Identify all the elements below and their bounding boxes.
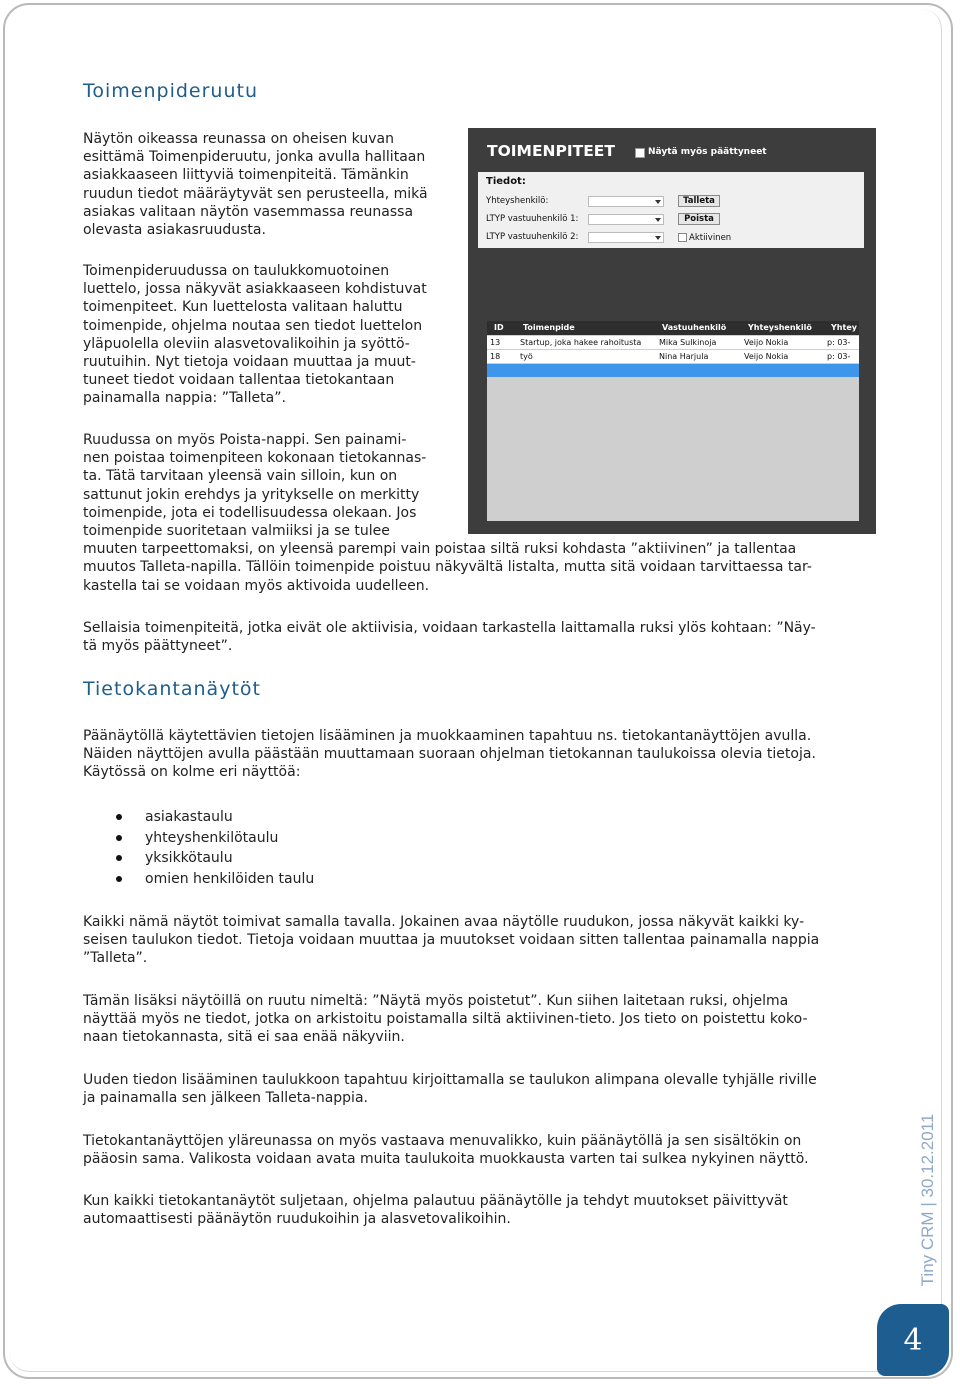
grid-header (487, 321, 859, 335)
inactive-paragraph: Sellaisia toimenpiteitä, jotka eivät ole aktiivisia, voidaan tarkastella laittamalla ruksi ylös kohtaan: ”Näy- tä myös päättyneet”. (83, 620, 816, 655)
contact-label: Yhteyshenkilö: (486, 196, 549, 206)
list-item: omien henkilöiden taulu (83, 869, 314, 890)
selected-empty-row[interactable] (487, 364, 859, 377)
screens-behavior-paragraph: Kaikki nämä näytöt toimivat samalla tavalla. Jokainen avaa näytölle ruudukon, jossa näkyvät kaikki ky- seisen taulukon tiedot. Tietoja voidaan muuttaa ja muutokset voidaan sitten tallentaa painamalla nappia ”Talleta”. (83, 914, 820, 967)
page-number: 4 (903, 1322, 923, 1358)
chevron-down-icon (655, 218, 661, 222)
active-checkbox[interactable] (678, 233, 687, 242)
details-label: Tiedot: (486, 176, 526, 187)
save-button[interactable]: Talleta (678, 195, 720, 207)
delete-button[interactable]: Poista (678, 213, 720, 225)
panel-title: TOIMENPITEET (487, 142, 615, 160)
closing-paragraph: Kun kaikki tietokantanäytöt suljetaan, ohjelma palautuu päänäytölle ja tehdyt muutokset päivittyvät automaattisesti päänäytön ruudukoihin ja alasvetovalikoihin. (83, 1193, 788, 1228)
actions-grid (487, 321, 859, 521)
toimenpiteet-screenshot (468, 128, 876, 534)
ltyp2-select[interactable] (588, 232, 664, 243)
show-deleted-paragraph: Tämän lisäksi näytöillä on ruutu nimeltä: ”Näytä myös poistetut”. Kun siihen laitetaan ruksi, ohjelma näyttää myös ne tiedot, jotka on arkistoitu poistamalla siltä aktiivinen-tieto. Jos tieto on poistettu koko- naan tietokannasta, sitä ei saa enää näkyviin. (83, 993, 808, 1046)
ltyp2-label: LTYP vastuuhenkilö 2: (486, 232, 579, 242)
delete-paragraph: Ruudussa on myös Poista-nappi. Sen painami- nen poistaa toimenpiteen kokonaan tietokannas- ta. Tätä tarvitaan yleensä vain silloin, kun on sattunut jokin erehdys ja yritykselle on merkitty toimenpide, jota ei todellisuudessa olekaan. Jos toimenpide suoritetaan valmiiksi ja se tulee muuten tarpeettomaksi, on yleensä parempi vain poistaa siltä ruksi kohdasta ”aktiivinen” ja tallentaa muutos Talleta-napilla. Tällöin toimenpide poistuu näkyvältä listalta, mutta sitä voidaan tarvittaessa tar- kastella tai se voidaan myös aktivoida uudelleen. (83, 432, 812, 594)
screen-list (83, 807, 314, 889)
ltyp1-select[interactable] (588, 214, 664, 225)
new-row-paragraph: Uuden tiedon lisääminen taulukkoon tapahtuu kirjoittamalla se taulukon alimpana olevalle tyhjälle riville ja painamalla sen jälkeen Talleta-nappia. (83, 1072, 817, 1107)
table-row[interactable]: 13 Startup, joka hakee rahoitusta Mika Sulkinoja Veijo Nokia p: 03- (487, 336, 859, 349)
heading-tietokantanaytot: Tietokantanäytöt (83, 678, 261, 700)
show-ended-label: Näytä myös päättyneet (648, 147, 767, 157)
footer-date: 30.12.2011 (918, 1113, 937, 1198)
table-row[interactable]: 18 työ Nina Harjula Veijo Nokia p: 03- (487, 350, 859, 363)
chevron-down-icon (655, 200, 661, 204)
active-label: Aktiivinen (689, 233, 732, 243)
details-form (478, 172, 864, 248)
menu-paragraph: Tietokantanäyttöjen yläreunassa on myös vastaava menuvalikko, kuin päänäytöllä ja sen sisältökin on pääosin sama. Valikosta voidaan avata muita taulukoita muokkausta varten tai sulkea nykyinen näyttö. (83, 1133, 809, 1168)
side-footer (918, 1114, 938, 1287)
intro-paragraph: Näytön oikeassa reunassa on oheisen kuvan esittämä Toimenpideruutu, jonka avulla hallitaan asiakkaaseen liittyviä toimenpiteitä. Tämänkin ruudun tiedot määräytyvät sen perusteella, mikä asiakas valitaan näytön vasemmassa reunassa olevasta asiakasruudusta. (83, 131, 428, 239)
page-number-badge (877, 1304, 949, 1376)
column-header[interactable]: Yhtey (831, 323, 857, 332)
brand-name: Tiny CRM (918, 1211, 937, 1287)
chevron-down-icon (655, 236, 661, 240)
list-item: yhteyshenkilötaulu (83, 828, 314, 849)
list-item: asiakastaulu (83, 807, 314, 828)
contact-select[interactable] (588, 196, 664, 207)
database-intro-paragraph: Päänäytöllä käytettävien tietojen lisääminen ja muokkaaminen tapahtuu ns. tietokantanäyttöjen avulla. Näiden näyttöjen avulla päästään muuttamaan suoraan ohjelman tietokannan taulukoissa olevia tietoja. Käytössä on kolme eri näyttöä: (83, 728, 816, 781)
list-item: yksikkötaulu (83, 848, 314, 869)
column-header[interactable]: Toimenpide (523, 323, 575, 332)
list-paragraph: Toimenpideruudussa on taulukkomuotoinen luettelo, jossa näkyvät asiakkaaseen kohdistuvat toimenpiteet. Kun luettelosta valitaan haluttu toimenpide, ohjelma noutaa sen tiedot luettelon yläpuolella oleviin alasvetovalikoihin ja syöttö- ruutuihin. Nyt tietoja voidaan muuttaa ja muut- tuneet tiedot voidaan tallentaa tietokantaan painamalla nappia: ”Talleta”. (83, 263, 427, 407)
separator: | (918, 1202, 937, 1207)
show-ended-checkbox[interactable] (635, 148, 645, 158)
heading-toimenpideruutu: Toimenpideruutu (83, 80, 258, 102)
column-header[interactable]: ID (494, 323, 504, 332)
ltyp1-label: LTYP vastuuhenkilö 1: (486, 214, 579, 224)
column-header[interactable]: Vastuuhenkilö (662, 323, 727, 332)
column-header[interactable]: Yhteyshenkilö (748, 323, 812, 332)
